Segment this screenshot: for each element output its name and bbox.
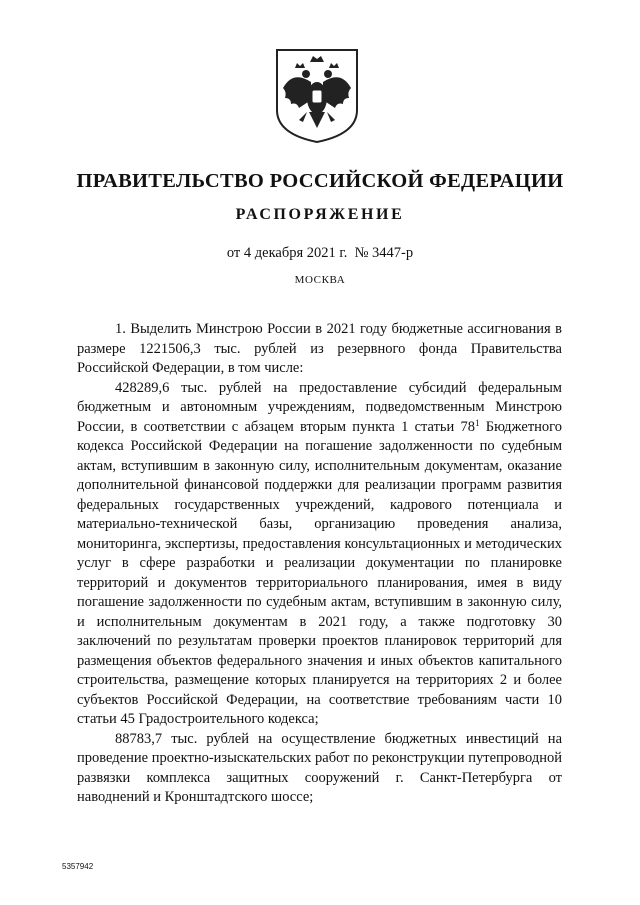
city: МОСКВА: [294, 274, 346, 286]
paragraph-3: 88783,7 тыс. рублей на осуществление бюджетных инвестиций на проведение проектно-изыскательских работ по реконструкции путепроводной развязки комплекса защитных сооружений г. Санкт-Петербурга от наводнений и Кронштадтского шоссе;: [77, 730, 562, 805]
document-date: от 4 декабря 2021 г.: [226, 245, 348, 261]
document-number: № 3447-р: [354, 245, 414, 261]
paragraph-1: 1. Выделить Минстрою России в 2021 году бюджетные ассигнования в размере 1221506,3 тыс. рублей из резервного фонда Правительства Российской Федерации, в том числе:: [77, 321, 562, 376]
government-title: ПРАВИТЕЛЬСТВО РОССИЙСКОЙ ФЕДЕРАЦИИ: [76, 170, 564, 192]
date-number-line: [0, 245, 640, 262]
superscript-marker: 1: [475, 417, 480, 428]
document-body: [77, 320, 562, 808]
paragraph-2: [77, 379, 562, 730]
coat-of-arms-icon: [273, 48, 361, 144]
paragraph-2-part-1: 428289,6 тыс. рублей на предоставление субсидий федеральным бюджетным и автономным учреждениям, подведомственным Минстрою России, в соответствии с абзацем вторым пункта 1 статьи 78: [77, 379, 562, 435]
paragraph-2-part-2: Бюджетного кодекса Российской Федерации на погашение задолженности по судебным актам, вступившим в законную силу, исполнительным документам, оказание дополнительной финансовой поддержки для реализации программ развития федеральных государственных учреждений, кадрового потенциала и материально-технической базы, организацию проведения анализа, мониторинга, экспертизы, предоставления консультационных и методических услуг в сфере разработки и реализации документации по планировке территорий и документов территориального планирования, имея в виду погашение задолженности по судебным актам, вступившим в законную силу, и исполнительным документам в 2021 году, а также подготовку 30 заключений по результатам проверки проектов планировок территорий для размещения объектов федерального значения и иных объектов капитального строительства, размещение которых планируется на территориях 2 и более субъектов Российской Федерации, на соответствие требованиям части 10 статьи 45 Градостроительного кодекса;: [77, 418, 563, 727]
document-code: 5357942: [62, 862, 94, 871]
document-type: РАСПОРЯЖЕНИЕ: [235, 206, 405, 223]
